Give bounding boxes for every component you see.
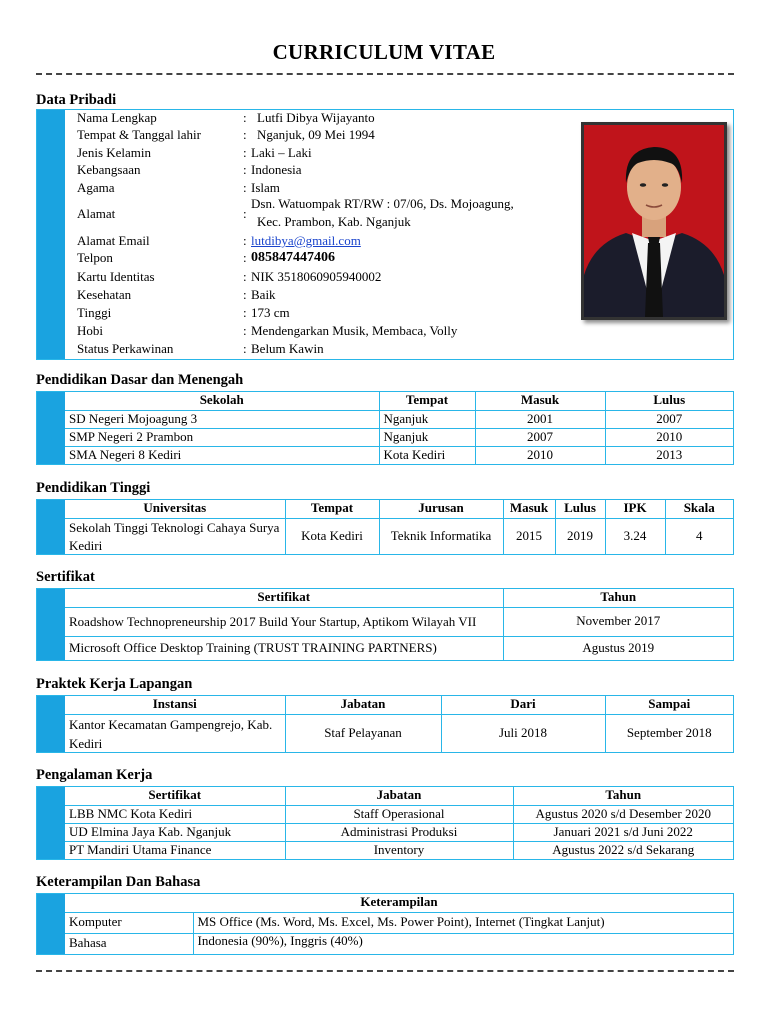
field-colon: : [243,250,247,265]
cell-instansi: Kantor Kecamatan Gampengrejo, Kab. Kediri [65,714,285,753]
header-jabatan: Jabatan [285,696,441,714]
table-header-row [65,392,733,410]
person-portrait-icon [584,125,724,317]
field-value-email[interactable] [251,233,361,249]
cell-jabatan: Staff Operasional [285,805,513,823]
cell-masuk: 2015 [503,518,555,555]
field-value: 085847447406 [251,250,335,265]
header-sekolah: Sekolah [65,392,379,410]
field-value: Nganjuk, 09 Mei 1994 [257,127,375,142]
accent-bar [37,110,65,359]
section-title-pkl: Praktek Kerja Lapangan [36,676,193,692]
field-label: Nama Lengkap [77,110,157,125]
table-row [65,933,733,954]
sertifikat-table [65,589,733,660]
field-colon: : [243,287,247,302]
header-keterampilan: Keterampilan [65,894,733,912]
pendidikan-dasar-section [36,391,734,465]
field-colon: : [243,269,247,284]
field-colon: : [243,323,247,338]
cell-jabatan: Staf Pelayanan [285,714,441,753]
cell-tempat: Kota Kediri [379,446,475,464]
field-label: Kesehatan [77,287,132,302]
section-title-pengalaman: Pengalaman Kerja [36,767,153,783]
accent-bar [37,787,65,859]
personal-info-row [71,180,581,197]
cell-skill-detail: MS Office (Ms. Word, Ms. Excel, Ms. Power Point), Internet (Tingkat Lanjut) [193,912,733,933]
cell-dari: Juli 2018 [441,714,605,753]
cell-jabatan: Administrasi Produksi [285,823,513,841]
cell-tempat-kerja: PT Mandiri Utama Finance [65,841,285,859]
cell-tempat-kerja: UD Elmina Jaya Kab. Nganjuk [65,823,285,841]
header-dari: Dari [441,696,605,714]
cell-sampai: September 2018 [605,714,733,753]
bottom-divider [36,970,734,972]
cell-lulus: 2010 [605,428,733,446]
section-title-pendidikan-tinggi: Pendidikan Tinggi [36,480,151,496]
table-row [65,446,733,464]
header-ipk: IPK [605,500,665,518]
cell-lulus: 2019 [555,518,605,555]
header-sertifikat: Sertifikat [65,787,285,805]
table-row [65,518,733,555]
cell-jurusan: Teknik Informatika [379,518,503,555]
field-value: Belum Kawin [251,341,324,356]
cell-tahun: Januari 2021 s/d Juni 2022 [513,823,733,841]
cell-tahun: Agustus 2019 [503,636,733,660]
field-colon: : [243,127,247,142]
table-row [65,714,733,753]
header-sampai: Sampai [605,696,733,714]
table-row [65,428,733,446]
table-header-row [65,894,733,912]
header-jabatan: Jabatan [285,787,513,805]
field-label: Agama [77,180,115,195]
accent-bar [37,894,65,954]
cell-tempat: Nganjuk [379,410,475,428]
table-row [65,912,733,933]
field-value: Mendengarkan Musik, Membaca, Volly [251,323,458,338]
field-value: Indonesia [251,162,302,177]
header-instansi: Instansi [65,696,285,714]
field-colon: : [243,341,247,356]
table-header-row [65,589,733,607]
field-value: Baik [251,287,276,302]
header-sertifikat: Sertifikat [65,589,503,607]
field-colon: : [243,110,247,125]
cell-universitas: Sekolah Tinggi Teknologi Cahaya Surya Kediri [65,518,285,555]
field-label: Alamat Email [77,233,150,248]
header-masuk: Masuk [475,392,605,410]
cell-tempat: Nganjuk [379,428,475,446]
pendidikan-dasar-table [65,392,733,464]
pengalaman-section [36,786,734,860]
pendidikan-tinggi-table [65,500,733,555]
cell-sertifikat: Roadshow Technopreneurship 2017 Build Your Startup, Aptikom Wilayah VII [65,607,503,636]
table-header-row [65,787,733,805]
table-row [65,841,733,859]
personal-info-row [71,305,581,322]
accent-bar [37,500,65,554]
cell-skill-name: Bahasa [65,933,193,954]
cell-tahun: Agustus 2020 s/d Desember 2020 [513,805,733,823]
field-label: Hobi [77,323,103,338]
cell-sekolah: SMA Negeri 8 Kediri [65,446,379,464]
cell-tempat: Kota Kediri [285,518,379,555]
sertifikat-section [36,588,734,661]
personal-info-row [71,145,581,162]
field-label: Tinggi [77,305,112,320]
cell-sekolah: SD Negeri Mojoagung 3 [65,410,379,428]
pkl-table [65,696,733,753]
field-colon: : [243,180,247,195]
table-row [65,636,733,660]
cell-masuk: 2001 [475,410,605,428]
table-row [65,607,733,636]
field-value: NIK 3518060905940002 [251,269,382,284]
header-tahun: Tahun [503,589,733,607]
header-masuk: Masuk [503,500,555,518]
personal-info-row [71,110,581,127]
cell-masuk: 2010 [475,446,605,464]
cell-sertifikat: Microsoft Office Desktop Training (TRUST TRAINING PARTNERS) [65,636,503,660]
keterampilan-table [65,894,733,954]
field-colon: : [243,305,247,320]
cell-tahun: November 2017 [503,607,733,636]
table-row [65,410,733,428]
cell-jabatan: Inventory [285,841,513,859]
cell-tempat-kerja: LBB NMC Kota Kediri [65,805,285,823]
cell-sekolah: SMP Negeri 2 Prambon [65,428,379,446]
keterampilan-section [36,893,734,955]
cell-tahun: Agustus 2022 s/d Sekarang [513,841,733,859]
header-jurusan: Jurusan [379,500,503,518]
document-title: CURRICULUM VITAE [272,40,496,64]
personal-info-row [71,269,581,286]
table-row [65,805,733,823]
field-value: Laki – Laki [251,145,312,160]
pkl-section [36,695,734,753]
field-value: Islam [251,180,280,195]
field-value-line2: Kec. Prambon, Kab. Nganjuk [257,214,411,229]
pengalaman-table [65,787,733,859]
field-colon: : [243,233,247,248]
section-title-keterampilan: Keterampilan Dan Bahasa [36,874,201,890]
header-lulus: Lulus [605,392,733,410]
top-divider [36,73,734,75]
field-label: Alamat [77,206,116,221]
header-tahun: Tahun [513,787,733,805]
section-title-pendidikan-dasar: Pendidikan Dasar dan Menengah [36,372,244,388]
email-link[interactable]: lutdibya@gmail.com [251,233,361,248]
accent-bar [37,589,65,660]
field-value: 173 cm [251,305,290,320]
cell-lulus: 2013 [605,446,733,464]
field-colon: : [243,206,247,221]
cell-skill-detail: Indonesia (90%), Inggris (40%) [193,933,733,954]
field-colon: : [243,162,247,177]
personal-info-row [71,127,581,144]
field-value: Dsn. Watuompak RT/RW : 07/06, Ds. Mojoagung, [251,196,514,211]
personal-info-row [71,287,581,304]
personal-info-row [71,196,581,232]
cell-masuk: 2007 [475,428,605,446]
header-tempat: Tempat [379,392,475,410]
header-skala: Skala [665,500,733,518]
field-label: Kebangsaan [77,162,141,177]
accent-bar [37,696,65,752]
personal-info-row [71,323,581,340]
cell-lulus: 2007 [605,410,733,428]
personal-info-row [71,233,581,250]
table-row [65,823,733,841]
header-universitas: Universitas [65,500,285,518]
cell-ipk: 3.24 [605,518,665,555]
accent-bar [37,392,65,464]
section-title-sertifikat: Sertifikat [36,569,95,585]
table-header-row [65,696,733,714]
field-label: Telpon [77,250,113,265]
field-colon: : [243,145,247,160]
data-pribadi-section [36,109,734,360]
field-label: Jenis Kelamin [77,145,152,160]
section-title-data-pribadi: Data Pribadi [36,92,117,108]
header-tempat: Tempat [285,500,379,518]
table-header-row [65,500,733,518]
field-value: Lutfi Dibya Wijayanto [257,110,375,125]
header-lulus: Lulus [555,500,605,518]
field-label: Tempat & Tanggal lahir [77,127,201,142]
personal-info-row [71,162,581,179]
pendidikan-tinggi-section [36,499,734,555]
profile-photo [581,122,727,320]
cell-skill-name: Komputer [65,912,193,933]
field-label: Kartu Identitas [77,269,155,284]
cell-skala: 4 [665,518,733,555]
personal-info-row [71,250,581,267]
field-label: Status Perkawinan [77,341,174,356]
personal-info-row [71,341,581,358]
